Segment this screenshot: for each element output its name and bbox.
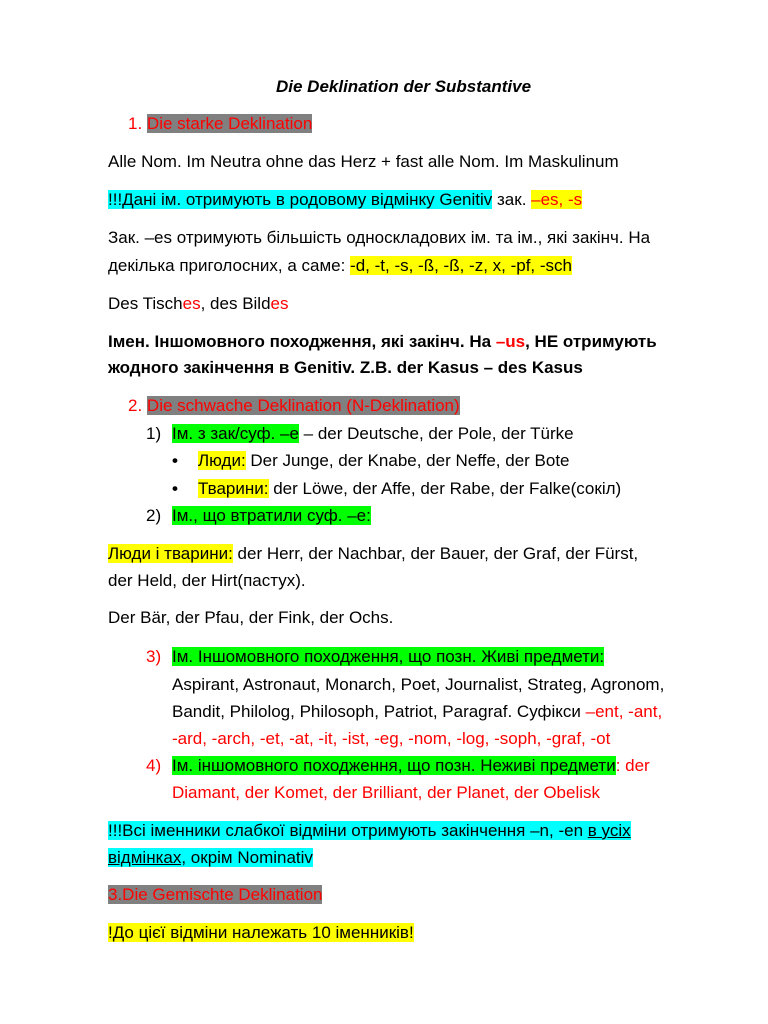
section-2-title: Die schwache Deklination (N-Deklination)	[146, 396, 460, 415]
section-1-paragraph-5-line-1	[108, 331, 657, 353]
section-1-paragraph-3-line-2	[108, 255, 572, 277]
ten-nouns-note: !До цієї відміни належать 10 іменників!	[108, 923, 414, 942]
bullet-icon: •	[172, 479, 178, 498]
list-item-2	[146, 505, 371, 527]
us-ending: –us	[495, 332, 526, 351]
cases-word: відмінках	[108, 848, 182, 867]
example-bild-ending: es	[270, 294, 289, 313]
bullet-item-people	[172, 450, 570, 472]
list-item-4-highlight: Ім. іншомовного походження, що позн. Неживі предмети	[172, 756, 616, 775]
people-label: Люди:	[198, 451, 246, 470]
section-3-heading	[108, 884, 322, 906]
section-1-paragraph-2	[108, 189, 582, 211]
section-1-number: 1.	[128, 114, 143, 133]
section-1-title: Die starke Deklination	[146, 114, 313, 133]
genitiv-note: !!!Дані ім. отримують в родовому відмінку Genitiv	[108, 190, 493, 209]
example-tisch: Des Tisch	[108, 294, 183, 313]
weak-declension-note-underlined: в усіх	[587, 821, 631, 840]
section-1-paragraph-5-line-2: жодного закінчення в Genitiv. Z.B. der Kasus – des Kasus	[108, 358, 583, 377]
list-item-1-number: 1)	[146, 424, 162, 443]
animals-label: Тварини:	[198, 479, 269, 498]
example-bild: , des Bild	[200, 294, 271, 313]
no-ending-text: , НЕ отримують	[525, 332, 657, 351]
section-2-paragraph-8-line-1	[108, 820, 631, 842]
weak-declension-note: !!!Всі іменники слабкої відміни отримують закінчення –n, -en	[108, 821, 588, 840]
except-nominativ: , окрім Nominativ	[181, 848, 313, 867]
list-item-1	[146, 423, 574, 445]
section-2-paragraph-8-line-2	[108, 847, 313, 869]
section-1-paragraph-3-line-1: Зак. –es отримують більшість односкладових ім. та ім., які закінч. На	[108, 228, 651, 247]
list-item-4-text: : der	[615, 756, 650, 775]
section-2-paragraph-6-line-2: der Held, der Hirt(пастух).	[108, 571, 306, 590]
list-item-3-line-3	[172, 701, 662, 723]
suffixes-label: Bandit, Philolog, Philosoph, Patriot, Paragraf. Суфікси	[172, 702, 586, 721]
list-item-1-highlight: Ім. з зак/суф. –е	[172, 424, 299, 443]
section-3-paragraph-1	[108, 922, 414, 944]
people-animals-label: Люди і тварини:	[108, 544, 233, 563]
animals-text: der Löwe, der Affe, der Rabe, der Falke(сокіл)	[268, 479, 622, 498]
list-item-2-number: 2)	[146, 506, 162, 525]
list-item-1-text: – der Deutsche, der Pole, der Türke	[298, 424, 574, 443]
list-item-3-line-4: -ard, -arch, -et, -at, -it, -ist, -eg, -nom, -log, -soph, -graf, -ot	[172, 729, 611, 748]
section-2-paragraph-7: Der Bär, der Pfau, der Fink, der Ochs.	[108, 608, 394, 627]
people-animals-text: der Herr, der Nachbar, der Bauer, der Graf, der Fürst,	[232, 544, 639, 563]
list-item-3-number: 3)	[146, 647, 162, 666]
people-text: Der Junge, der Knabe, der Neffe, der Bote	[245, 451, 570, 470]
section-2-paragraph-6-line-1	[108, 543, 638, 565]
bullet-item-animals	[172, 478, 621, 500]
consonants-list: -d, -t, -s, -ß, -ß, -z, x, -pf, -sch	[350, 256, 572, 275]
list-item-4	[146, 755, 650, 777]
section-1-paragraph-1: Alle Nom. Im Neutra ohne das Herz + fast alle Nom. Im Maskulinum	[108, 152, 619, 171]
bullet-icon: •	[172, 451, 178, 470]
example-tisch-ending: es	[182, 294, 201, 313]
section-3-title: 3.Die Gemischte Deklination	[108, 885, 323, 904]
list-item-3-highlight: Ім. Іншомовного походження, що позн. Живі предмети:	[172, 647, 605, 666]
list-item-3-line-2: Aspirant, Astronaut, Monarch, Poet, Journalist, Strateg, Agronom,	[172, 675, 665, 694]
list-item-2-highlight: Ім., що втратили суф. –е:	[172, 506, 371, 525]
list-item-4-number: 4)	[146, 756, 162, 775]
list-item-4-line-2: Diamant, der Komet, der Brilliant, der Planet, der Obelisk	[172, 783, 601, 802]
document-title: Die Deklination der Substantive	[276, 77, 532, 96]
section-2-number: 2.	[128, 396, 143, 415]
endings-es-s: –es, -s	[531, 190, 583, 209]
section-1-heading	[128, 113, 312, 135]
list-item-3	[146, 646, 604, 668]
endings-label: зак.	[492, 190, 532, 209]
suffixes-list-start: –ent, -ant,	[585, 702, 663, 721]
section-1-example	[108, 293, 289, 315]
foreign-nouns-text: Імен. Іншомовного походження, які закінч. На	[108, 332, 496, 351]
section-2-heading	[128, 395, 460, 417]
consonants-label: декілька приголосних, а саме:	[108, 256, 351, 275]
